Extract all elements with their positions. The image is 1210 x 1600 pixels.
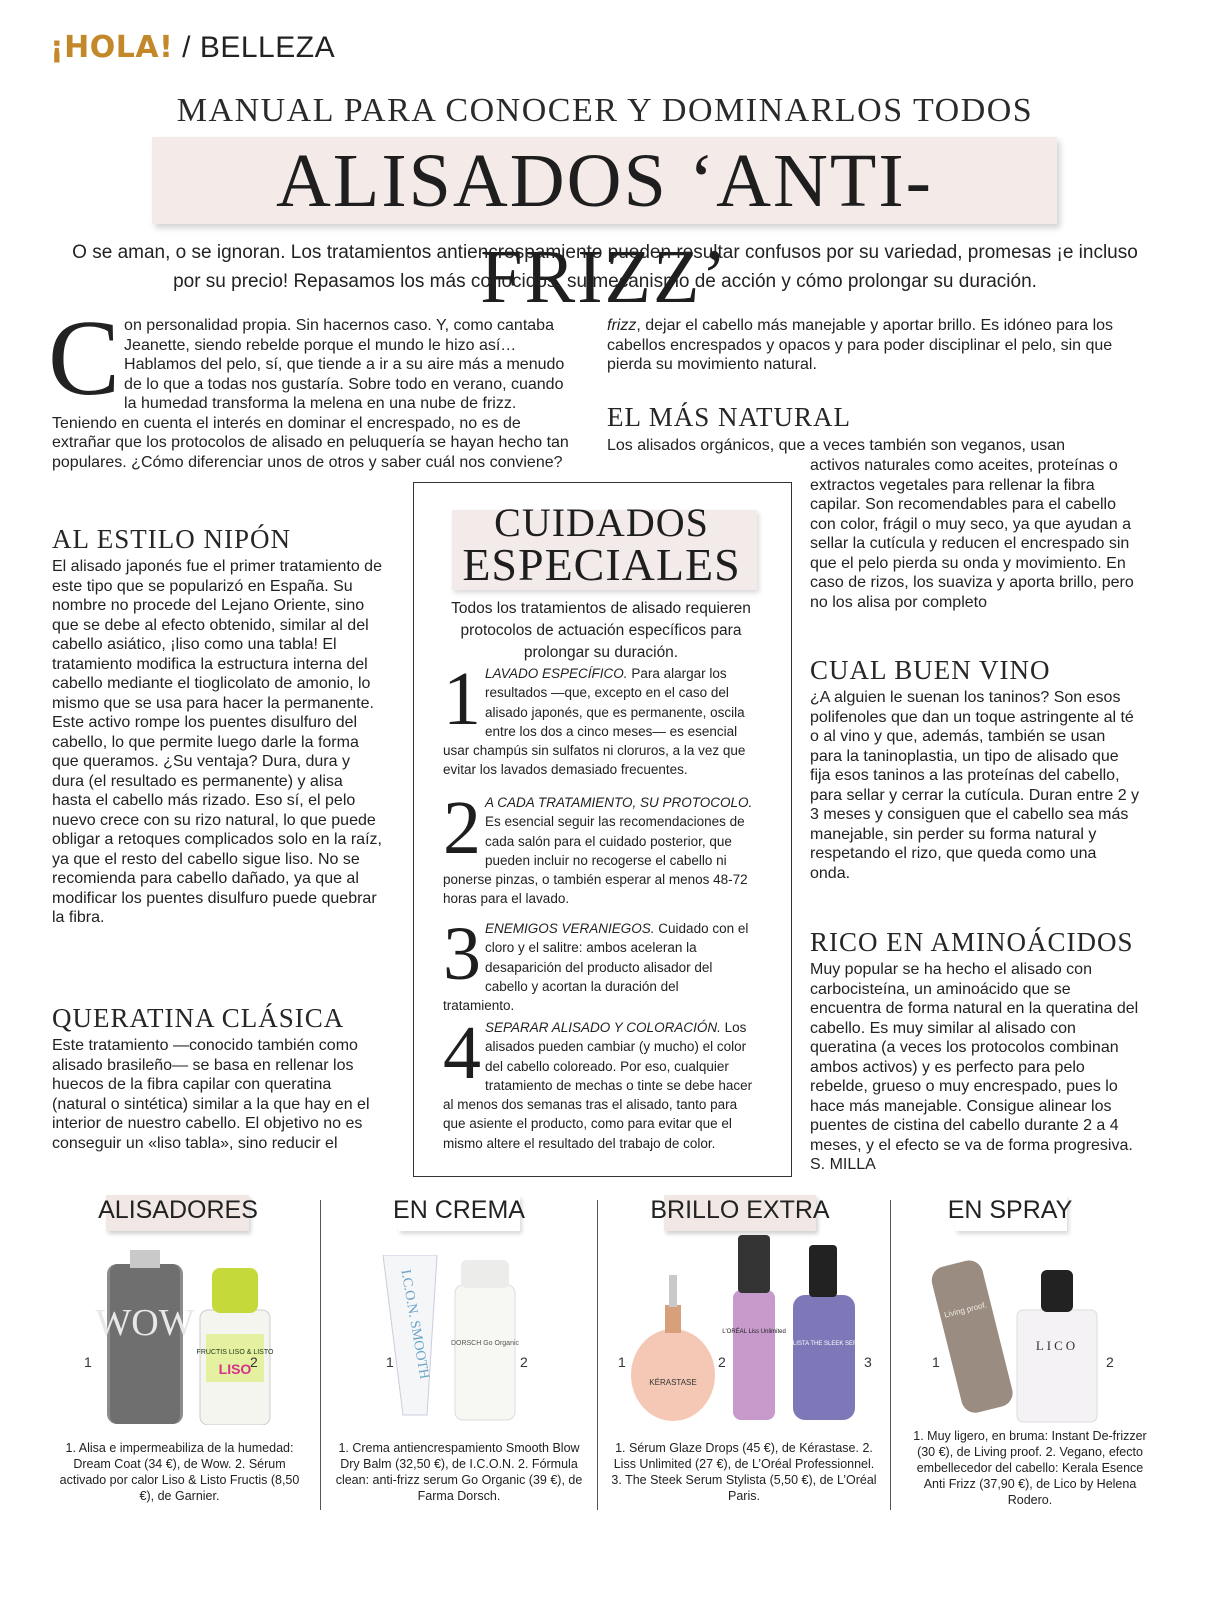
section-text-vino: ¿A alguien le suenan los taninos? Son esos polifenoles que dan un toque astringente al té o al vino y que, además, también se usan para la taninoplastia, un tipo de alisado que fija esos taninos a las proteínas del cabello, para sellar y cerrar la cutícula. Duran entre 2 y 3 meses y consiguen que el cabello sea más manejable, sin perder su forma natural y respetando el rizo, que queda como una onda. <box>810 689 1140 882</box>
product-number: 3 <box>864 1354 872 1370</box>
opening-paragraph <box>48 299 577 472</box>
product-caption: 1. Sérum Glaze Drops (45 €), de Kérastase. 2. Liss Unlimited (27 €), de L’Oréal Professionnel. 3. The Steek Serum Stylista (5,50 €), de L’Oréal Paris. <box>611 1441 877 1503</box>
tip-lead: SEPARAR ALISADO Y COLORACIÓN. <box>485 1020 721 1035</box>
product-image <box>375 1255 555 1425</box>
product-label: L'ORÉAL Liss Unlimited <box>722 1329 786 1335</box>
product-caption: 1. Muy ligero, en bruma: Instant De-frizzer (30 €), de Living proof. 2. Vegano, efecto embellecedor del cabello: Kerala Esence Anti Frizz (37,90 €), de Lico by Helena Rodero. <box>913 1429 1147 1507</box>
product-number: 1 <box>618 1354 626 1370</box>
product-label: I.C.O.N. SMOOTH <box>397 1268 432 1381</box>
tip-lead: LAVADO ESPECÍFICO. <box>485 666 628 681</box>
masthead <box>50 30 335 65</box>
category-tag: EN CREMA <box>393 1196 525 1224</box>
svg-text:LISO: LISO <box>218 1361 252 1377</box>
tip-lead: ENEMIGOS VERANIEGOS. <box>485 921 655 936</box>
product-group-alisadores <box>80 1250 300 1425</box>
product-divider <box>320 1200 321 1510</box>
tip-number: 2 <box>443 786 481 870</box>
kicker: MANUAL PARA CONOCER Y DOMINARLOS TODOS <box>176 92 1034 129</box>
product-number: 2 <box>250 1354 258 1370</box>
tip-text: Los alisados pueden cambiar (y mucho) el color del cabello coloreado. Por eso, cualquier tratamiento de mechas o tinte se debe hacer al menos dos semanas tras el alisado, tanto para que asiente el producto, como para evitar que el mismo altere el resultado del trabajo de color. <box>443 1020 753 1151</box>
product-label: Living proof. <box>943 1300 988 1320</box>
product-number: 2 <box>718 1354 726 1370</box>
product-number: 1 <box>84 1354 92 1370</box>
tip-number: 4 <box>443 1011 481 1095</box>
tip-2 <box>443 786 753 909</box>
section-title-nipon: AL ESTILO NIPÓN <box>52 524 291 554</box>
queratina-cont-text: , dejar el cabello más manejable y aportar brillo. Es idóneo para los cabellos encrespados y opacos y para poder disciplinar el pelo, sin que pierda su movimiento natural. <box>607 317 1114 373</box>
tip-text: Es esencial seguir las recomendaciones de cada salón para el cuidado posterior, que pueden incluir no recogerse el cabello ni ponerse pinzas, o también esperar al menos 48-72 horas para el lavado. <box>443 814 748 907</box>
product-group-crema <box>375 1255 555 1425</box>
section-title-natural: EL MÁS NATURAL <box>607 402 852 432</box>
intro-text: O se aman, o se ignoran. Los tratamientos antiencrespamiento pueden resultar confusos por su variedad, promesas ¡e incluso por su precio! Repasamos los más conocidos, su mecanismo de acción y cómo prolongar su duración. <box>72 242 1138 292</box>
product-label: LICO <box>1035 1338 1079 1353</box>
product-label: FRUCTIS LISO & LISTO <box>196 1349 274 1356</box>
sidebar-intro: Todos los tratamientos de alisado requieren protocolos de actuación específicos para prolongar su duración. <box>451 600 751 661</box>
product-number: 2 <box>1106 1354 1114 1370</box>
section-text-natural <box>810 456 1140 612</box>
section-text-aminoacidos: Muy popular se ha hecho el alisado con carbocisteína, un aminoácido que se encuentra de forma natural en la queratina del cabello. Es muy similar al alisado con queratina (a veces los protocolos combinan ambos activos) y es perfecto para pelo rebelde, grueso o muy encrespado, pues lo hace más manejable. Consigue alinear los puentes de cistina del cabello durante 2 a 4 meses, y el efecto se va de forma progresiva. S. MILLA <box>810 961 1139 1173</box>
tip-4 <box>443 1011 753 1153</box>
page-title: ALISADOS ‘ANTI-FRIZZ’ <box>276 139 933 319</box>
product-image <box>80 1250 300 1425</box>
frizz-word: frizz <box>607 317 637 334</box>
product-divider <box>597 1200 598 1510</box>
product-number: 1 <box>386 1354 394 1370</box>
tip-number: 3 <box>443 912 481 996</box>
category-tag: ALISADORES <box>98 1196 258 1224</box>
category-tag: EN SPRAY <box>947 1196 1073 1224</box>
sidebar-title <box>413 500 790 590</box>
product-group-brillo <box>625 1235 875 1425</box>
opening-text: on personalidad propia. Sin hacernos caso. Y, como cantaba Jeanette, siendo rebelde porque el mundo le hizo así… Hablamos del pelo, sí, que tiende a ir a su aire más a menudo de lo que a todas nos gustaría. Sobre todo en verano, cuando la humedad transforma la melena en una nube de frizz. Teniendo en cuenta el interés en dominar el encrespado, no es de extrañar que los protocolos de alisado en peluquería se hayan hecho tan populares. ¿Cómo diferenciar unos de otros y saber cuál nos conviene? <box>52 317 569 471</box>
product-label: KÉRASTASE <box>649 1378 697 1387</box>
section-text-natural-lead <box>607 436 1137 456</box>
tip-number: 1 <box>443 657 481 741</box>
product-label: STYLISTA THE SLEEK SERUM <box>781 1341 867 1347</box>
section-text-nipon: El alisado japonés fue el primer tratamiento de este tipo que se popularizó en España. Su nombre no procede del Lejano Oriente, sino que se debe al efecto obtenido, similar al del cabello asiático, ¡liso como una tabla! El tratamiento modifica la estructura interna del cabello mediante el tioglicolato de amonio, lo mismo que se usa para hacer la permanente. Este activo rompe los puentes disulfuro del cabello, lo que permite luego darle la forma que queramos. ¿Su ventaja? Dura, dura y dura (el resultado es permanente) y alisa hasta el cabello más rizado. Eso sí, el pelo nuevo crece con su rizo natural, lo que puede obligar a retoques complicados solo en la raíz, ya que el resto del cabello sigue liso. No se recomienda para cabello dañado, ya que al modificar los puentes disulfuro puede quebrar la fibra. <box>52 558 382 926</box>
brand-logo: ¡HOLA! <box>50 30 174 65</box>
product-image <box>925 1242 1110 1427</box>
product-label: WOW <box>95 1302 195 1344</box>
natural-lead-line: Los alisados orgánicos, que a veces también son veganos, usan <box>607 437 1066 454</box>
product-caption: 1. Crema antiencrespamiento Smooth Blow Dry Balm (32,50 €), de I.C.O.N. 2. Fórmula clean: anti-frizz serum Go Organic (39 €), de Farma Dorsch. <box>335 1441 583 1503</box>
masthead-separator: / <box>182 31 191 64</box>
sidebar-title-line2: ESPECIALES <box>462 539 741 590</box>
product-divider <box>890 1200 891 1510</box>
tip-text: Cuidado con el cloro y el salitre: ambos aceleran la desaparición del producto alisador del cabello y acortan la duración del tratamiento. <box>443 921 749 1014</box>
product-image <box>625 1235 875 1425</box>
section-title-vino: CUAL BUEN VINO <box>810 655 1051 685</box>
product-label: DORSCH Go Organic <box>450 1340 520 1347</box>
sidebar-title-line1: CUIDADOS <box>494 500 709 545</box>
tip-text: Para alargar los resultados —que, excepto en el caso del alisado japonés, que es permanente, oscila entre los dos a cinco meses— es esencial usar champús sin sulfatos ni cloruros, a la vez que evitar los lavados demasiado frecuentes. <box>443 666 746 778</box>
category-tag: BRILLO EXTRA <box>650 1196 830 1224</box>
product-number: 1 <box>932 1354 940 1370</box>
product-group-spray <box>925 1242 1110 1427</box>
section-title-queratina: QUERATINA CLÁSICA <box>52 1003 345 1033</box>
section-title-aminoacidos: RICO EN AMINOÁCIDOS <box>810 927 1134 957</box>
natural-text: activos naturales como aceites, proteínas o extractos vegetales para rellenar la fibra capilar. Son recomendables para el cabello con color, frágil o muy seco, ya que ayudan a sellar la cutícula y reducen el encrespado sin que el pelo pierda su onda y movimiento. En caso de rizos, los suaviza y aporta brillo, pero no los alisa por completo <box>810 457 1134 611</box>
section-text-queratina: Este tratamiento —conocido también como alisado brasileño— se basa en rellenar los huecos de la fibra capilar con queratina (natural o sintética) similar a la que hay en el interior de nuestro cabello. El objetivo no es conseguir un «liso tabla», sino reducir el <box>52 1037 370 1152</box>
tip-1 <box>443 657 753 780</box>
drop-cap: C <box>48 299 121 418</box>
product-number: 2 <box>520 1354 528 1370</box>
tip-3 <box>443 912 753 1015</box>
section-name: BELLEZA <box>199 31 336 64</box>
section-text-queratina-cont <box>607 316 1137 375</box>
product-caption: 1. Alisa e impermeabiliza de la humedad: Dream Coat (34 €), de Wow. 2. Sérum activado por calor Liso & Listo Fructis (8,50 €), de Garnier. <box>59 1441 300 1503</box>
tip-lead: A CADA TRATAMIENTO, SU PROTOCOLO. <box>485 795 753 810</box>
